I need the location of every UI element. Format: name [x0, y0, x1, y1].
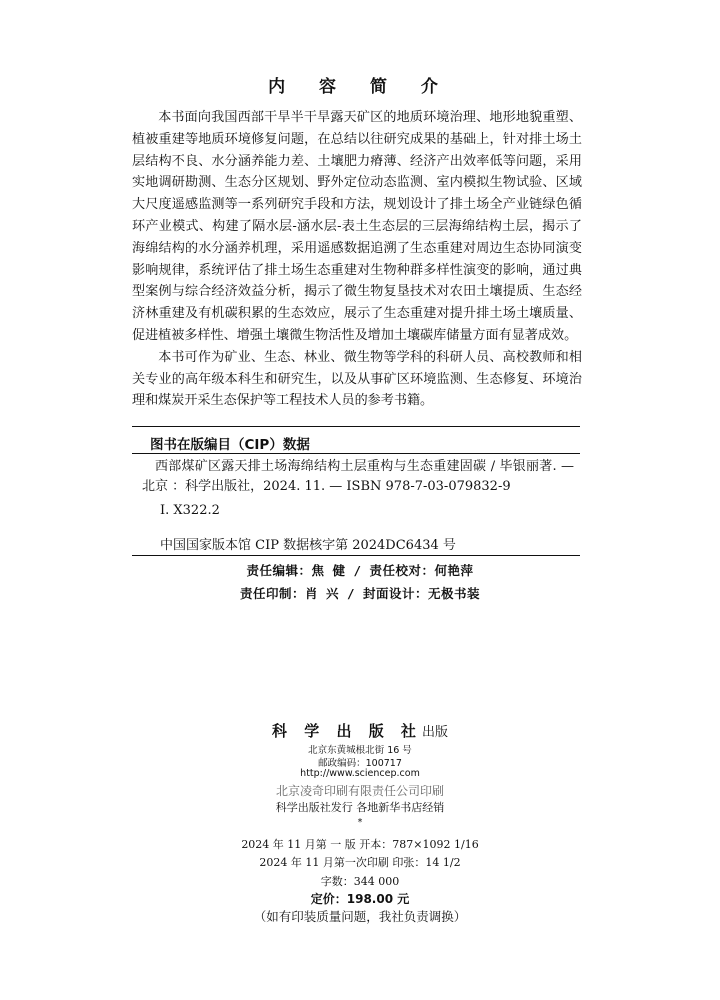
- summary-paragraph: 本书面向我国西部干旱半干旱露天矿区的地质环境治理、地形地貌重塑、植被重建等地质环境修复问题，在总结以往研究成果的基础上，针对排土场土层结构不良、水分涵养能力差、土壤肥力瘠薄、经济产出效率低等问题，采用实地调研勘测、生态分区规划、野外定位动态监测、室内模拟生物试验、区域大尺度遥感监测等一系列研究手段和方法，规划设计了排土场全产业链绿色循环产业模式、构建了隔水层-涵水层-表土生态层的三层海绵结构土层，揭示了海绵结构的水分涵养机理，采用遥感数据追溯了生态重建对周边生态协同演变影响规律，系统评估了排土场生态重建对生物种群多样性演变的影响，通过典型案例与综合经济效益分析，揭示了微生物复垦技术对农田土壤提质、生态经济林重建及有机碳积累的生态效应，展示了生态重建对提升排土场土壤质量、促进植被多样性、增强土壤微生物活性及增加土壤碳库储量方面有显著成效。: [132, 110, 582, 343]
- production-credits: 责任印制：肖 兴 / 封面设计：无极书装: [239, 586, 481, 601]
- divider: [132, 555, 580, 556]
- quality-note: （如有印装质量问题，我社负责调换）: [253, 909, 467, 924]
- publisher-address: 北京东黄城根北街 16 号: [308, 745, 412, 756]
- book-summary: [132, 107, 582, 412]
- summary-paragraph: 本书可作为矿业、生态、林业、微生物等学科的科研人员、高校教师和相关专业的高年级本科生和研究生，以及从事矿区环境监测、生态修复、环境治理和煤炭开采生态保护等工程技术人员的参考书籍。: [132, 349, 582, 409]
- page-title: 内 容 简 介: [268, 77, 452, 97]
- separator-star: *: [357, 817, 363, 828]
- publisher-name-suffix: 出版: [421, 725, 448, 740]
- publisher-postcode: 邮政编码：100717: [318, 758, 402, 769]
- cip-classification: Ⅰ. X322.2: [160, 503, 220, 518]
- publisher-name-text: 科 学 出 版 社: [272, 722, 422, 740]
- price: 定价：198.00 元: [310, 892, 410, 906]
- word-count: 字数：344 000: [320, 875, 400, 888]
- distribution: 科学出版社发行 各地新华书店经销: [275, 801, 445, 814]
- edition-info: 2024 年 11 月第 一 版 开本：787×1092 1/16: [241, 838, 479, 851]
- cip-approval-number: 中国国家版本馆 CIP 数据核字第 2024DC6434 号: [160, 538, 456, 553]
- cip-heading: 图书在版编目（CIP）数据: [150, 437, 310, 453]
- cip-record: 西部煤矿区露天排土场海绵结构土层重构与生态重建固碳 / 毕银丽著. — 北京 ：科学出版社，2024. 11. — ISBN 978-7-03-079832-9: [142, 459, 574, 494]
- publisher-name: [0, 720, 720, 741]
- divider: [132, 426, 580, 427]
- divider: [132, 453, 580, 454]
- printing-info: 2024 年 11 月第一次印刷 印张：14 1/2: [259, 856, 461, 869]
- publisher-url: http://www.sciencep.com: [300, 768, 420, 779]
- editor-credits: 责任编辑：焦 健 / 责任校对：何艳萍: [246, 563, 474, 578]
- printer: 北京凌奇印刷有限责任公司印刷: [275, 784, 444, 798]
